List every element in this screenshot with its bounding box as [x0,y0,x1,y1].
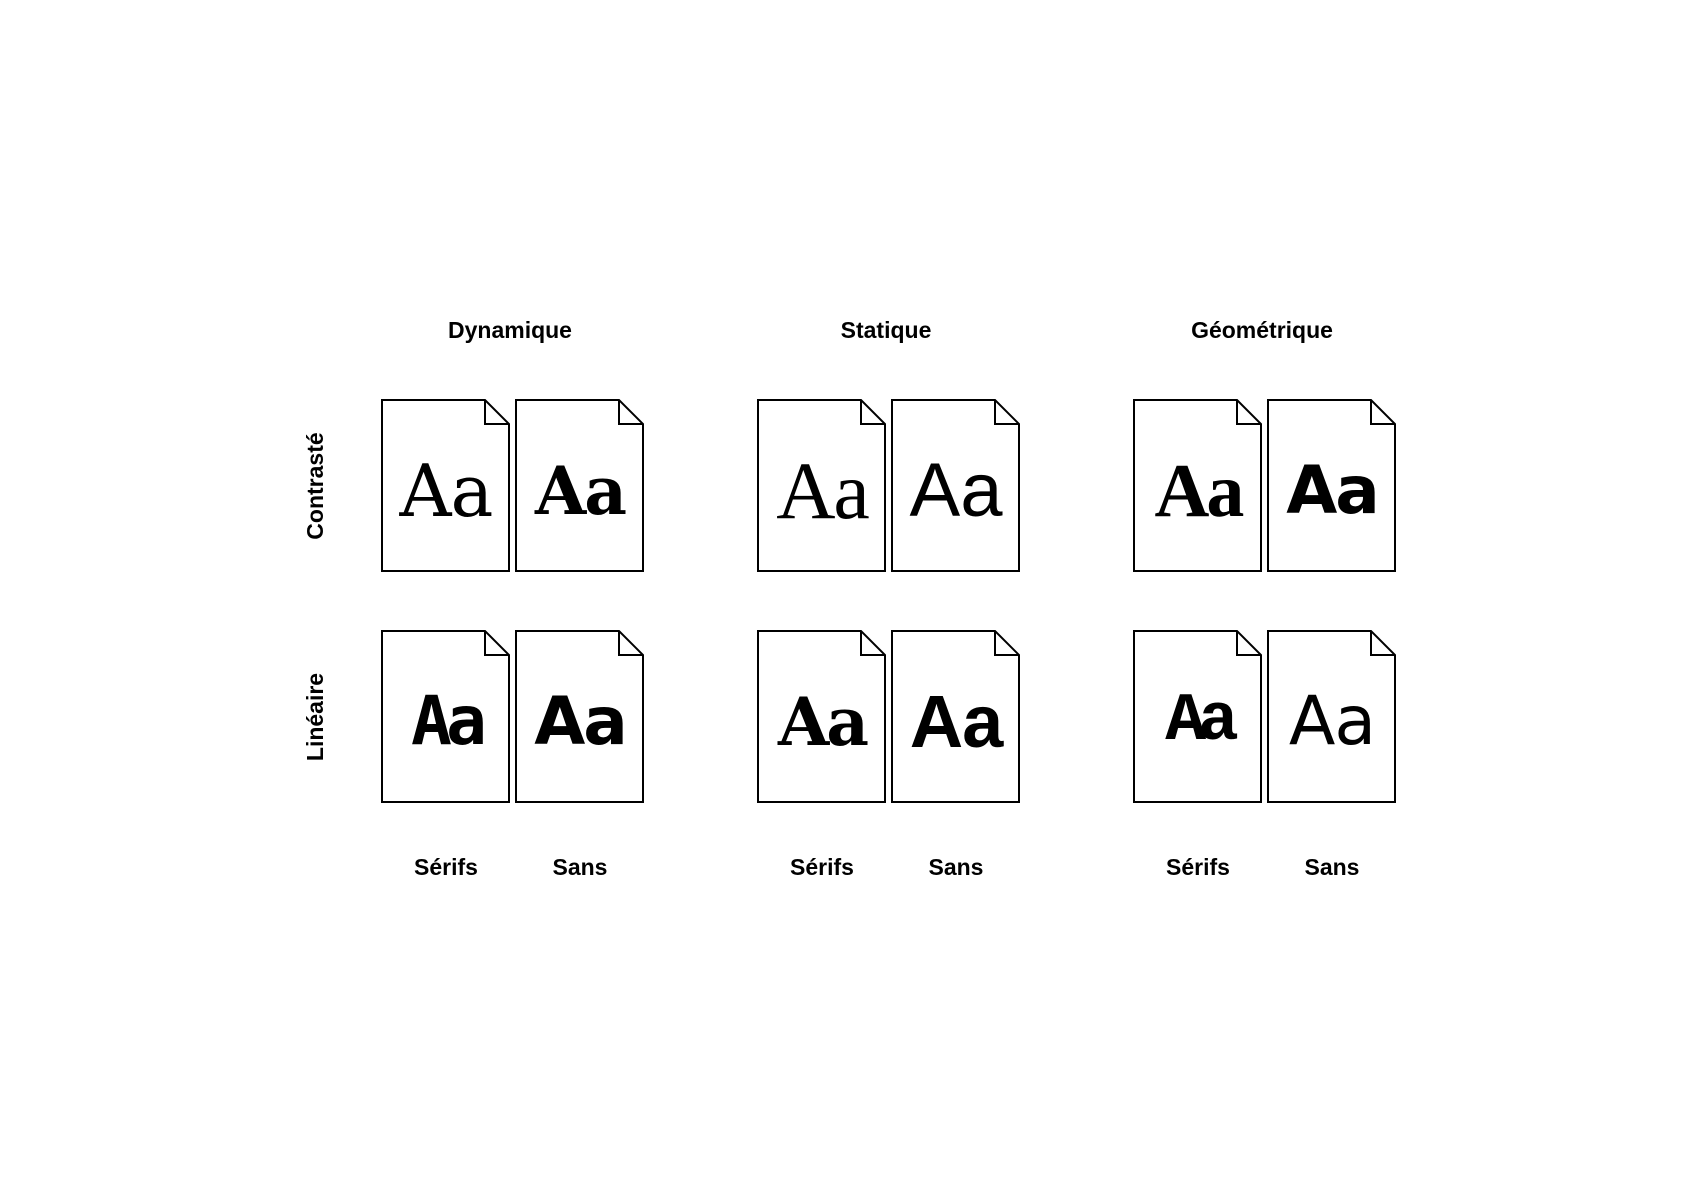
document-icon-statique-serifs-lineaire [757,630,887,803]
document-icon-geometrique-serifs-lineaire [1133,630,1263,803]
sub-label-serifs-geometrique: Sérifs [1166,854,1230,880]
document-icon-dynamique-sans-lineaire [515,630,645,803]
document-icon-geometrique-serifs-contraste [1133,399,1263,572]
typeface-sample: Aa [1154,449,1242,533]
column-title-geometrique: Géométrique [1191,317,1333,343]
column-title-statique: Statique [840,317,932,343]
document-icon-dynamique-serifs-contraste [381,399,511,572]
sub-label-sans-geometrique: Sans [1304,854,1360,880]
column-title-dynamique: Dynamique [448,317,572,343]
sub-label-serifs-dynamique: Sérifs [414,854,478,880]
document-icon-statique-serifs-contraste [757,399,887,572]
document-icon-dynamique-serifs-lineaire [381,630,511,803]
document-icon-statique-sans-contraste [891,399,1021,572]
typeface-sample: Aa [535,452,625,530]
typeface-sample: Aa [909,680,1003,763]
typeface-sample: Aa [909,448,1003,533]
row-title-lineaire: Linéaire [302,672,328,762]
sub-label-serifs-statique: Sérifs [790,854,854,880]
typeface-sample: Aa [411,682,481,761]
document-icon-dynamique-sans-contraste [515,399,645,572]
typeface-sample: Aa [1165,683,1231,760]
typeface-sample: Aa [776,445,868,536]
sub-label-sans-statique: Sans [928,854,984,880]
typeface-sample: Aa [399,449,493,533]
typeface-sample: Aa [1288,682,1376,761]
typeface-sample: Aa [1286,452,1378,529]
sub-label-sans-dynamique: Sans [552,854,608,880]
document-icon-statique-sans-lineaire [891,630,1021,803]
row-title-contraste: Contrasté [302,432,328,540]
typeface-sample: Aa [534,683,626,760]
typeface-sample: Aa [778,683,866,761]
document-icon-geometrique-sans-contraste [1267,399,1397,572]
document-icon-geometrique-sans-lineaire [1267,630,1397,803]
